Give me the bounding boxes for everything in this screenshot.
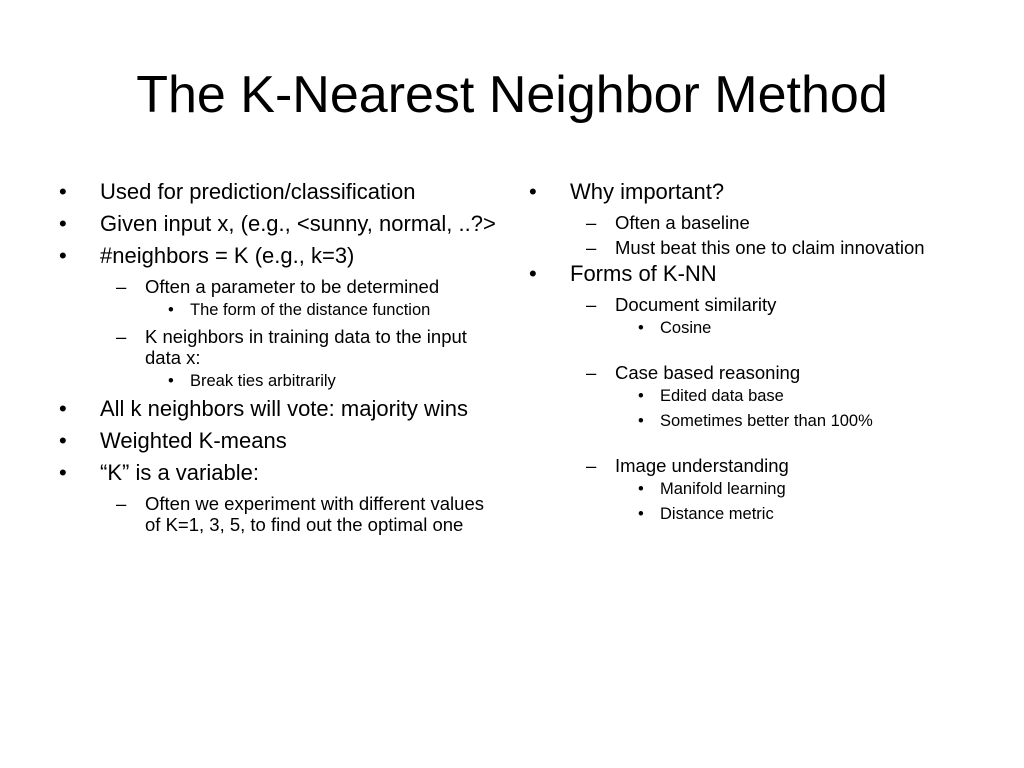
bullet-item (58, 244, 498, 268)
bullet-text: Given input x, (e.g., <sunny, normal, ..?> (100, 211, 496, 236)
bullet-marker: • (168, 372, 174, 390)
left-column (58, 180, 498, 539)
sub-sub-bullet-item (58, 301, 498, 320)
sub-sub-bullet-text: Manifold learning (660, 480, 786, 498)
sub-sub-bullet-item (528, 412, 948, 431)
bullet-text: “K” is a variable: (100, 460, 259, 485)
bullet-marker: • (638, 319, 644, 337)
bullet-marker: • (59, 179, 67, 204)
sub-bullet-text: Case based reasoning (615, 362, 801, 383)
sub-sub-bullet-text: Edited data base (660, 387, 784, 405)
bullet-marker: • (638, 412, 644, 430)
sub-sub-bullet-item (528, 387, 948, 406)
bullet-marker: • (638, 505, 644, 523)
sub-bullet-text: Image understanding (615, 455, 789, 476)
bullet-marker: • (638, 480, 644, 498)
bullet-item (58, 461, 498, 485)
dash-marker: – (116, 326, 127, 347)
bullet-item (58, 212, 498, 236)
bullet-item (58, 397, 498, 421)
sub-bullet-item (528, 237, 948, 258)
slide-title: The K-Nearest Neighbor Method (136, 66, 888, 124)
sub-bullet-item (528, 455, 948, 476)
bullet-marker: • (59, 396, 67, 421)
sub-sub-bullet-text: Cosine (660, 319, 712, 337)
sub-bullet-item (528, 362, 948, 383)
sub-sub-bullet-item (528, 319, 948, 338)
bullet-marker: • (59, 243, 67, 268)
bullet-text: Forms of K-NN (570, 261, 717, 286)
sub-bullet-text: Often a baseline (615, 212, 750, 233)
sub-bullet-item (58, 493, 498, 535)
sub-sub-bullet-item (528, 480, 948, 499)
spacer (528, 437, 948, 455)
dash-marker: – (586, 455, 597, 476)
sub-sub-bullet-text: Distance metric (660, 505, 774, 523)
sub-bullet-item (528, 212, 948, 233)
dash-marker: – (586, 294, 597, 315)
dash-marker: – (116, 276, 127, 297)
bullet-marker: • (529, 261, 537, 286)
sub-sub-bullet-item (528, 505, 948, 524)
bullet-marker: • (59, 428, 67, 453)
dash-marker: – (116, 493, 127, 514)
bullet-marker: • (638, 387, 644, 405)
bullet-text: Why important? (570, 179, 725, 204)
sub-sub-bullet-text: Sometimes better than 100% (660, 412, 873, 430)
sub-bullet-item (58, 276, 498, 297)
sub-bullet-item (58, 326, 498, 368)
bullet-item (58, 180, 498, 204)
bullet-marker: • (168, 301, 174, 319)
bullet-text: All k neighbors will vote: majority wins (100, 396, 469, 421)
sub-sub-bullet-text: The form of the distance function (190, 301, 431, 319)
spacer (528, 344, 948, 362)
sub-bullet-text: Document similarity (615, 294, 777, 315)
bullet-text: Weighted K-means (100, 428, 287, 453)
bullet-item (58, 429, 498, 453)
sub-bullet-text: Must beat this one to claim innovation (615, 237, 925, 258)
bullet-marker: • (529, 179, 537, 204)
bullet-item (528, 262, 948, 286)
sub-sub-bullet-text: Break ties arbitrarily (190, 372, 336, 390)
dash-marker: – (586, 212, 597, 233)
bullet-item (528, 180, 948, 204)
bullet-marker: • (59, 211, 67, 236)
dash-marker: – (586, 237, 597, 258)
sub-bullet-text: K neighbors in training data to the input data x: (145, 326, 467, 368)
dash-marker: – (586, 362, 597, 383)
sub-bullet-item (528, 294, 948, 315)
bullet-text: Used for prediction/classification (100, 179, 416, 204)
sub-bullet-text: Often a parameter to be determined (145, 276, 440, 297)
sub-bullet-text: Often we experiment with different values of K=1, 3, 5, to find out the optimal one (145, 493, 484, 535)
bullet-marker: • (59, 460, 67, 485)
bullet-text: #neighbors = K (e.g., k=3) (100, 243, 355, 268)
sub-sub-bullet-item (58, 372, 498, 391)
right-column (528, 180, 948, 530)
